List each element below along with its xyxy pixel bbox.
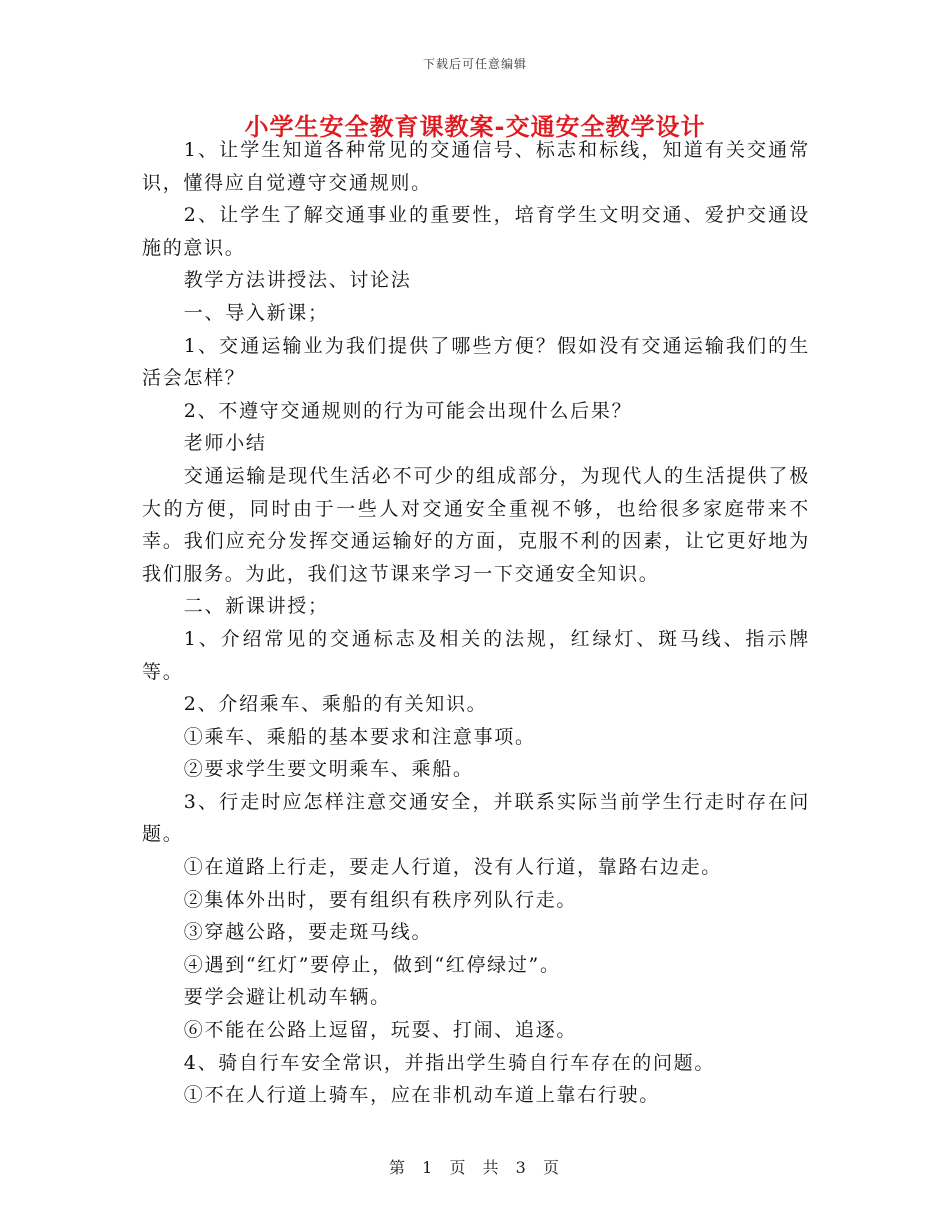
paragraph-objective-2: 2、让学生了解交通事业的重要性，培育学生文明交通、爱护交通设施的意识。 [142, 204, 810, 259]
paragraph-teacher-summary-heading: 老师小结 [183, 432, 267, 455]
page-header-note: 下载后可任意编辑 [422, 57, 527, 71]
paragraph-teaching-method: 教学方法讲授法、讨论法 [183, 269, 412, 292]
section-heading-introduction: 一、导入新课； [183, 301, 329, 324]
paragraph-walking-item-4: ④遇到“红灯”要停止，做到“红停绿过”。 [183, 953, 561, 976]
footer-total-unit: 页 [542, 1158, 561, 1177]
paragraph-bicycle-item-1: ①不在人行道上骑车，应在非机动车道上靠右行驶。 [183, 1084, 660, 1107]
paragraph-walking-safety: 3、行走时应怎样注意交通安全，并联系实际当前学生行走时存在问题。 [142, 790, 810, 846]
footer-page-label: 第 [389, 1158, 408, 1177]
footer-page-number: 1 [422, 1158, 435, 1177]
paragraph-riding-item-1: ①乘车、乘船的基本要求和注意事项。 [183, 725, 536, 748]
footer-total-pages: 3 [515, 1158, 528, 1177]
paragraph-question-1: 1、交通运输业为我们提供了哪些方便？假如没有交通运输我们的生活会怎样？ [142, 334, 810, 390]
paragraph-walking-item-6: ⑥不能在公路上逗留，玩耍、打闹、追逐。 [183, 1019, 578, 1042]
paragraph-teacher-summary: 交通运输是现代生活必不可少的组成部分，为现代人的生活提供了极大的方便，同时由于一些人对交通安全重视不够，也给很多家庭带来不幸。我们应充分发挥交通运输好的方面，克服不利的因素，让它更好地为我们服务。为此，我们这节课来学习一下交通安全知识。 [142, 464, 810, 585]
document-body [142, 134, 810, 1112]
paragraph-traffic-signs: 1、介绍常见的交通标志及相关的法规，红绿灯、斑马线、指示牌等。 [142, 627, 810, 683]
paragraph-walking-item-2: ②集体外出时，要有组织有秩序列队行走。 [183, 888, 578, 911]
footer-page-unit: 页 [449, 1158, 468, 1177]
document-title: 小学生安全教育课教案-交通安全教学设计 [244, 113, 706, 141]
section-heading-new-lesson: 二、新课讲授； [183, 595, 329, 618]
paragraph-bicycle-safety: 4、骑自行车安全常识，并指出学生骑自行车存在的问题。 [183, 1051, 716, 1074]
paragraph-walking-item-5: 要学会避让机动车辆。 [183, 986, 391, 1009]
paragraph-walking-item-3: ③穿越公路，要走斑马线。 [183, 921, 433, 944]
paragraph-riding-item-2: ②要求学生要文明乘车、乘船。 [183, 758, 474, 781]
paragraph-question-2: 2、不遵守交通规则的行为可能会出现什么后果？ [183, 399, 633, 422]
paragraph-riding-vehicles: 2、介绍乘车、乘船的有关知识。 [183, 693, 488, 716]
footer-total-label: 共 [482, 1158, 501, 1177]
paragraph-objective-1: 1、让学生知道各种常见的交通信号、标志和标线，知道有关交通常识，懂得应自觉遵守交通规则。 [142, 139, 810, 194]
page-footer [0, 1155, 950, 1178]
paragraph-walking-item-1: ①在道路上行走，要走人行道，没有人行道，靠路右边走。 [183, 856, 722, 879]
